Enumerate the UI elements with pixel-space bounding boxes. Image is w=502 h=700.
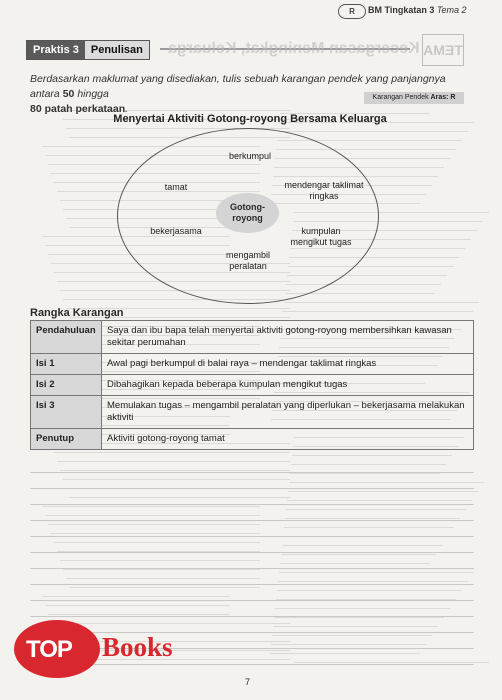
row-text: Aktiviti gotong-royong tamat bbox=[102, 429, 474, 450]
tema-label: Tema 2 bbox=[436, 5, 467, 15]
row-label: Pendahuluan bbox=[31, 321, 102, 354]
diagram-center: Gotong-royong bbox=[216, 193, 279, 233]
ghost-line bbox=[278, 581, 468, 582]
ghost-line bbox=[275, 608, 450, 609]
ghost-line bbox=[51, 533, 260, 534]
ghost-line bbox=[284, 527, 454, 528]
writing-line bbox=[30, 536, 474, 537]
ghost-line bbox=[290, 473, 440, 474]
ghost-line bbox=[69, 587, 260, 588]
ghost-line bbox=[60, 470, 290, 471]
table-row bbox=[31, 429, 474, 450]
ghost-line bbox=[289, 482, 484, 483]
writing-line bbox=[30, 584, 474, 585]
table-row bbox=[31, 321, 474, 354]
ghost-line bbox=[45, 515, 260, 516]
row-label: Isi 1 bbox=[31, 354, 102, 375]
page-header bbox=[0, 0, 502, 22]
ghost-line bbox=[57, 461, 290, 462]
ghost-line bbox=[63, 569, 260, 570]
tag-label: Karangan Pendek bbox=[372, 94, 429, 101]
topbooks-logo bbox=[14, 612, 190, 684]
node-bekerjasama: bekerjasama bbox=[150, 226, 202, 236]
series-badge: R bbox=[338, 4, 366, 19]
praktis-number: Praktis 3 bbox=[27, 41, 85, 59]
writing-line bbox=[30, 600, 474, 601]
ghost-line bbox=[277, 590, 462, 591]
rangka-title: Rangka Karangan bbox=[30, 307, 124, 319]
ghost-line bbox=[287, 500, 472, 501]
node-mengambil: mengambil peralatan bbox=[225, 250, 271, 271]
ghost-line bbox=[288, 491, 478, 492]
node-tamat: tamat bbox=[164, 182, 188, 192]
row-label: Isi 3 bbox=[31, 396, 102, 429]
instruction-mid: hingga bbox=[77, 88, 109, 100]
logo-top-text: TOP bbox=[26, 636, 72, 663]
ghost-line bbox=[42, 596, 230, 597]
instruction-text: Berdasarkan maklumat yang disediakan, tulis sebuah karangan pendek yang panjangnya antara bbox=[30, 73, 446, 100]
logo-books-text: Books bbox=[102, 632, 173, 662]
ghost-line bbox=[271, 644, 426, 645]
writing-line bbox=[30, 504, 474, 505]
row-text: Dibahagikan kepada beberapa kumpulan mengikut tugas bbox=[102, 375, 474, 396]
table-row bbox=[31, 354, 474, 375]
praktis-label bbox=[26, 40, 150, 60]
ghost-line bbox=[48, 524, 260, 525]
node-mendengar: mendengar taklimat ringkas bbox=[284, 180, 364, 201]
ghost-line bbox=[292, 455, 452, 456]
ghost-line bbox=[281, 554, 436, 555]
ghost-line bbox=[284, 302, 479, 303]
ghost-line bbox=[286, 509, 466, 510]
ghost-line bbox=[278, 131, 468, 132]
ghost-line bbox=[279, 572, 474, 573]
ghost-line bbox=[54, 452, 290, 453]
node-berkumpul: berkumpul bbox=[228, 151, 272, 161]
ghost-line bbox=[280, 563, 430, 564]
tag-level: Aras: R bbox=[430, 94, 456, 101]
instruction-end: . bbox=[125, 103, 129, 115]
page-number: 7 bbox=[245, 677, 251, 687]
praktis-section: Penulisan bbox=[85, 41, 149, 59]
ghost-line bbox=[283, 311, 473, 312]
ghost-title: Kecergasan Meningkat, Keluarga bbox=[168, 40, 420, 57]
ghost-line bbox=[273, 626, 438, 627]
instruction-min: 50 bbox=[62, 88, 75, 100]
ghost-line bbox=[63, 479, 290, 480]
ghost-line bbox=[66, 578, 260, 579]
row-label: Penutup bbox=[31, 429, 102, 450]
ghost-line bbox=[282, 545, 442, 546]
row-text: Saya dan ibu bapa telah menyertai aktiviti gotong-royong membersihkan kawasan sekitar perumahan bbox=[102, 321, 474, 354]
row-text: Awal pagi berkumpul di balai raya – mendengar taklimat ringkas bbox=[102, 354, 474, 375]
ghost-line bbox=[69, 497, 290, 498]
ghost-line bbox=[274, 617, 444, 618]
rangka-table bbox=[30, 320, 474, 450]
instruction-max: 80 patah perkataan bbox=[30, 103, 126, 115]
book-title: BM Tingkatan 3 bbox=[368, 5, 435, 15]
table-row bbox=[31, 375, 474, 396]
diagram-title: Menyertai Aktiviti Gotong-royong Bersama Keluarga bbox=[113, 113, 387, 125]
ghost-line bbox=[270, 653, 420, 654]
writing-line bbox=[30, 520, 474, 521]
ghost-line bbox=[285, 518, 460, 519]
row-text: Memulakan tugas – mengambil peralatan yang diperlukan – bekerjasama melakukan aktiviti bbox=[102, 396, 474, 429]
ghost-line bbox=[291, 464, 446, 465]
ghost-line bbox=[272, 635, 432, 636]
ghost-line bbox=[42, 506, 260, 507]
writing-line bbox=[30, 488, 474, 489]
node-kumpulan: kumpulan mengikut tugas bbox=[290, 226, 352, 247]
table-row bbox=[31, 396, 474, 429]
writing-line bbox=[30, 472, 474, 473]
header-title bbox=[368, 5, 467, 15]
ghost-line bbox=[45, 605, 230, 606]
ghost-tema-box: TEMA bbox=[422, 34, 464, 66]
ghost-line bbox=[54, 542, 260, 543]
writing-line bbox=[30, 552, 474, 553]
task-tag bbox=[364, 92, 464, 104]
ghost-line bbox=[60, 560, 260, 561]
row-label: Isi 2 bbox=[31, 375, 102, 396]
ghost-line bbox=[294, 662, 489, 663]
writing-line bbox=[30, 568, 474, 569]
